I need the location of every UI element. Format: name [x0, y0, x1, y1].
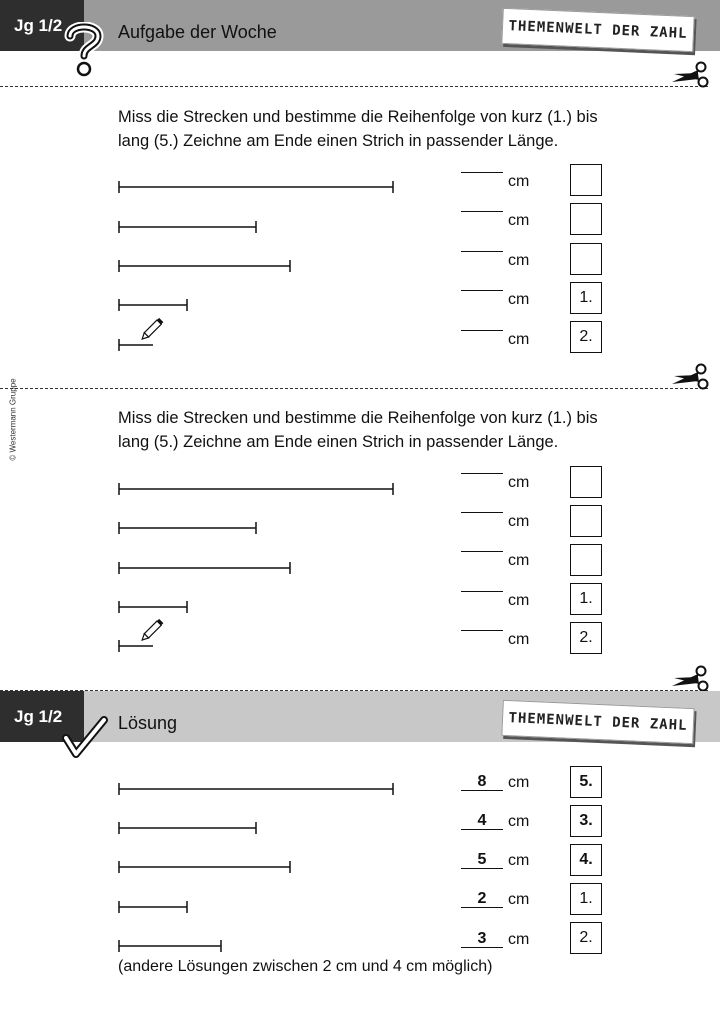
task1-instruction-line1: Miss die Strecken und bestimme die Reihenfolge von kurz (1.) bis	[118, 108, 598, 126]
task2-instruction-line2: lang (5.) Zeichne am Ende einen Strich in passender Länge.	[118, 433, 559, 451]
unit-label: cm	[508, 631, 530, 648]
segment-line	[119, 940, 221, 952]
page-title: Aufgabe der Woche	[118, 22, 277, 42]
rank-box: 3.	[570, 805, 602, 837]
rank-box[interactable]: 2.	[570, 321, 602, 353]
solution-value: 2	[461, 890, 503, 908]
solution-title: Lösung	[118, 713, 178, 733]
segment-line	[119, 299, 187, 311]
solution-value: 4	[461, 812, 503, 830]
unit-label: cm	[508, 173, 530, 190]
unit-label: cm	[508, 931, 530, 948]
unit-label: cm	[508, 813, 530, 830]
pencil-icon	[140, 318, 163, 341]
segment-line	[119, 822, 256, 834]
rank-box[interactable]: 1.	[570, 583, 602, 615]
rank-box[interactable]: 2.	[570, 622, 602, 654]
brand-label: THEMENWELT DER ZAHL	[501, 8, 694, 52]
copyright-note: © Westermann Gruppe	[8, 378, 18, 461]
unit-label: cm	[508, 852, 530, 869]
unit-label: cm	[508, 891, 530, 908]
task2-instruction-line1: Miss die Strecken und bestimme die Reihenfolge von kurz (1.) bis	[118, 409, 598, 427]
solution-value: 8	[461, 773, 503, 791]
brand-label: THEMENWELT DER ZAHL	[501, 700, 694, 744]
unit-label: cm	[508, 474, 530, 491]
unit-label: cm	[508, 291, 530, 308]
unit-label: cm	[508, 331, 530, 348]
solution-value: 5	[461, 851, 503, 869]
rank-box: 2.	[570, 922, 602, 954]
task1-instruction-line2: lang (5.) Zeichne am Ende einen Strich in passender Länge.	[118, 132, 559, 150]
segment-line	[119, 483, 393, 495]
segment-line	[119, 181, 393, 193]
segment-line	[119, 783, 393, 795]
solution-value: 3	[461, 930, 503, 948]
solution-note: (andere Lösungen zwischen 2 cm und 4 cm möglich)	[118, 958, 493, 975]
segment-line	[119, 221, 256, 233]
unit-label: cm	[508, 592, 530, 609]
unit-label: cm	[508, 513, 530, 530]
rank-box: 5.	[570, 766, 602, 798]
segment-line	[119, 562, 290, 574]
segment-start	[119, 640, 153, 652]
segment-line	[119, 861, 290, 873]
unit-label: cm	[508, 252, 530, 269]
segment-line	[119, 601, 187, 613]
solution-grade-tab: Jg 1/2	[0, 691, 84, 742]
pencil-icon	[140, 619, 163, 642]
grade-tab: Jg 1/2	[0, 0, 84, 51]
rank-box: 4.	[570, 844, 602, 876]
unit-label: cm	[508, 552, 530, 569]
rank-box: 1.	[570, 883, 602, 915]
unit-label: cm	[508, 212, 530, 229]
unit-label: cm	[508, 774, 530, 791]
rank-box[interactable]: 1.	[570, 282, 602, 314]
segment-line	[119, 522, 256, 534]
segment-line	[119, 260, 290, 272]
segment-start	[119, 339, 153, 351]
segment-line	[119, 901, 187, 913]
